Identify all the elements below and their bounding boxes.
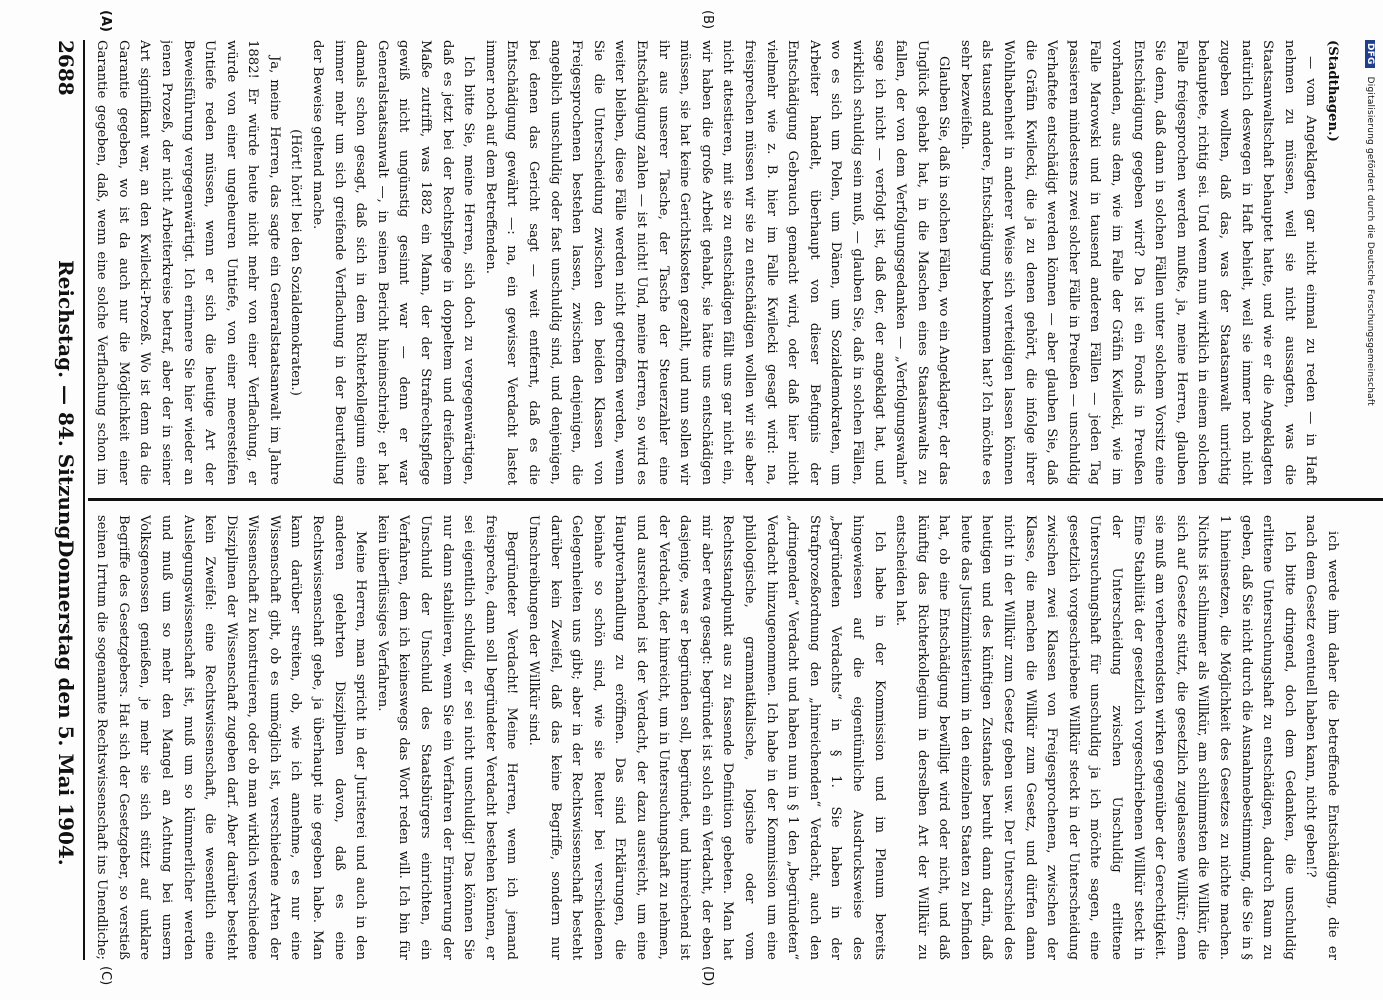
column-divider [88,498,1383,501]
paragraph: Begründeter Verdacht! Meine Herren, wenn ich jemand freispreche, dann soll begründeter Verdacht bestehen können, er sei eigentlich schuldig, er sei nicht unschuldig! Das können Sie nur dann stabilieren, wenn Sie ein Verfahren der Erinnerung der Unschuld der Unschuld des Staatsbürgers einrichten, ein Verfahren, dem ich keineswegs das Wort reden will. Ich bin für kein überflüssiges Verfahren. [374,515,520,960]
digitization-note [1365,40,1375,406]
marker-b: (B) [700,10,715,30]
right-column [93,515,1343,960]
paragraph: Ich bitte Sie, meine Herren, sich doch zu vergegenwärtigen, daß es jetzt bei der Rechtspflege in doppeltem und dreifachem Maße zutrifft, was 1882 ein Mann, der der Strafrechtspflege gewiß nicht ungünstig gesinnt war — denn er war Generalstaatsanwalt —, in seinen Bericht hineinschrieb; er hat damals schon gesagt, daß sich in dem Richterkollegium eine immer mehr um sich greifende Verflachung in der Beurteilung der Beweise geltend mache. [310,40,477,485]
speaker-label: (Stadthagen.) [1325,40,1340,142]
header-rule [83,40,85,960]
paragraph: Ja, meine Herren, das sagte ein Generalstaatsanwalt im Jahre 1882! Er würde heute nicht mehr von einer Verflachung, er würde von einer ungeheuren Untiefe, von einer meeresteifen Untiefe reden müssen, wenn er sich die heutige Art der Beweisführung vergegenwärtigt. Ich erinnere Sie hier wieder an jenen Prozeß, der nicht Arbeiterkreise betraf, aber der in seiner Art signifikant war, an den Kwilecki-Prozeß. Wo ist denn da die Garantie gegeben, wo ist da auch nur die Möglichkeit einer Garantie gegeben, daß, wenn eine solche Verflachung schon im [94,40,282,485]
paragraph: Meine Herren, man spricht in der Juristerei und auch in den anderen gelehrten Disziplinen davon, daß es eine Rechtswissenschaft gebe, ja überhaupt nie gegeben habe. Man kann darüber streiten, ob, wie ich annehme, es nur eine Wissenschaft gibt, ob es unmöglich ist, verschiedene Arten der Wissenschaft zu konstruieren, oder ob man wirklich verschiedene Disziplinen der Wissenschaft zugeben darf. Aber darüber besteht kein Zweifel: eine Rechtswissenschaft, die wesentlich eine Auslegungswissenschaft ist, muß um so kümmerlicher werden und muß um so mehr den Mangel an Achtung bei unsern Volksgenossen genießen, je mehr sie sich stützt auf unklare Begriffe des Gesetzgebers. Hat sich der Gesetzgeber, so verstieß seinen Irrtum die sogenannte Rechtswissenschaft ins Unendliche; [94,515,369,960]
paragraph: Ich habe in der Kommission und im Plenum bereits hingewiesen auf die eigentümliche Ausdrucksweise des „begründeten Verdachts“ in § 1. Sie haben in der Strafprozeßordnung den „hinreichenden“ Verdacht, auch den „dringenden“ Verdacht und haben nun in § 1 den „begründeten“ Verdacht hinzugenommen. Ich habe in der Kommission um eine philologische, grammatikalische, logische oder vom Rechtsstandpunkt aus zu fassende Definition gebeten. Man hat mir aber etwa gesagt: begründet ist solch ein Verdacht, der eben dasjenige, was er begründen soll, begründet, und hinreichend ist der Verdacht, der hinreicht, um in Untersuchungshaft zu nehmen, und ausreichend ist der Verdacht, der dazu ausreicht, um eine Hauptverhandlung zu eröffnen. Das sind Erklärungen, die beinahe so schön sind, wie sie Reuter bei verschiedenen Gelegenheiten uns gibt; aber in der Rechtswissenschaft besteht darüber kein Zweifel, daß das keine Begriffe, sondern nur Umschreibungen der Willkür sind. [526,515,887,960]
marker-d: (D) [700,966,715,987]
paragraph: Ich bitte dringend, doch dem Gedanken, die unschuldig erlittene Untersuchungshaft zu entschädigen, dadurch Raum zu geben, daß Sie nicht durch die Ausnahmebestimmung, die Sie in § 1 hineinsetzen, die Möglichkeit des Gesetzes zu nichte machen. Nichts ist schlimmer als Willkür, am schlimmsten die Willkür, die sich auf Gesetze stützt, die gesetzlich zugelassene Willkür; denn sie muß am verheerendsten wirken gegenüber der Gerechtigkeit. Eine Stabilität der gesetzlich vorgeschriebenen Willkür steckt in der Unterscheidung zwischen Unschuldig erlittene Untersuchungshaft für unschuldig ja ich möchte sagen, eine gesetzlich vorgeschriebene Willkür steckt in der Unterscheidung zwischen zwei Klassen von Freigesprochenen, zwischen der Klasse, die machen die Willkür zum Gesetz, und dürfen dann nicht in der Willkür zum Gesetz geben usw. Der Unterschied des heutigen und des künftigen Zustandes beruht dann darin, daß heute das Justizministerium in den einzelnen Staaten zu befinden hat, ob eine Entschädigung bewilligt wird oder nicht, und daß künftig das Richterkollegium in derselben Art der Willkür zu entscheiden hat. [893,515,1297,960]
header-date: Donnerstag den 5. Mai 1904. [54,540,78,866]
page-header [33,0,78,1000]
paragraph: ich werde ihm daher die betreffende Entschädigung, die er nach dem Gesetz eventuell haben kann, nicht geben!? [1303,515,1340,960]
left-column [93,40,1343,485]
header-session: Reichstag. — 84. Sitzung. [54,260,78,547]
dfg-logo: DFG [1365,40,1375,68]
paragraph: Glauben Sie, daß in solchen Fällen, wo ein Angeklagter, der das Unglück gehabt hat, in die Maschen eines Staatsanwalts zu fallen, der von dem Verfolgungsgedanken — „Verfolgungswahn“ sage ich nicht — verfolgt ist, daß der, der angeklagt hat, und wirklich schuldig sein muß, — glauben Sie, daß in solchen Fällen, wo es sich um Polen, um Dänen, um Sozialdemokraten, um Arbeiter handelt, überhaupt von dieser Befugnis der Entschädigung Gebrauch gemacht wird, oder daß hier nicht vielmehr wie z. B. hier im Falle Kwilecki gesagt wird: na, freisprechen müssen wir sie zu entschädigen wollen wir sie aber nicht attestieren, mit sie zu entschädigen fällt uns gar nicht ein, wir haben die große Arbeit gehabt, sie hätte uns entschädigen müssen, sie hat keine Gerichtskosten gezahlt, und nun sollen wir ihr aus unserer Tasche, der Tasche der Steuerzahler eine Entschädigung zahlen — ist nicht! Und, meine Herren, so wird es weiter bleiben, diese Fälle werden nicht getroffen werden, wenn Sie die Unterscheidung zwischen den beiden Klassen von Freigesprochenen bestehen lassen, zwischen denjenigen, die angeblich unschuldig oder fast unschuldig sind, und denjenigen, bei denen das Gericht sagt — weit entfernt, daß es die Entschädigung gewährt —: na, ein gewisser Verdacht lastet immer noch auf dem Betreffenden. [482,40,952,485]
interjection: (Hört! hört! bei den Sozialdemokraten.) [288,129,304,396]
page-number: 2688 [54,40,78,96]
paragraph: — vom Angeklagten gar nicht einmal zu reden — in Haft nehmen zu müssen, weil sie nicht aussagten, was die Staatsanwaltschaft behauptet hatte, und wie er die Angeklagten natürlich deswegen in Haft behielt, weil sie immer noch nicht zugeben wollten, daß das, was der Staatsanwalt unrichtig behauptete, richtig sei. Und wenn nun wirklich in einem solchen Falle freigesprochen werden mußte, ja, meine Herren, glauben Sie denn, daß dann in solchen Fällen unter solchem Vorsitz eine Entschädigung gegeben wird? Da ist ein Fonds in Preußen vorhanden, aus dem, wie im Falle der Gräfin Kwilecki, wie im Falle Marowski und in tausend anderen Fällen — jeden Tag passieren mindestens zwei solcher Fälle in Preußen — unschuldig Verhaftete entschädigt werden können — aber glauben Sie, daß die Gräfin Kwilecki, die ja zu denen gehört, die infolge ihrer Wohlhabenheit in anderer Weise sich verteidigen lassen können als tausend andere, Entschädigung bekommen hat? Ich möchte es sehr bezweifeln. [957,40,1319,485]
marker-a: (A) [98,10,113,32]
digitization-text: Digitalisierung gefördert durch die Deutsche Forschungsgemeinschaft [1365,76,1375,406]
marker-c: (C) [98,966,113,986]
